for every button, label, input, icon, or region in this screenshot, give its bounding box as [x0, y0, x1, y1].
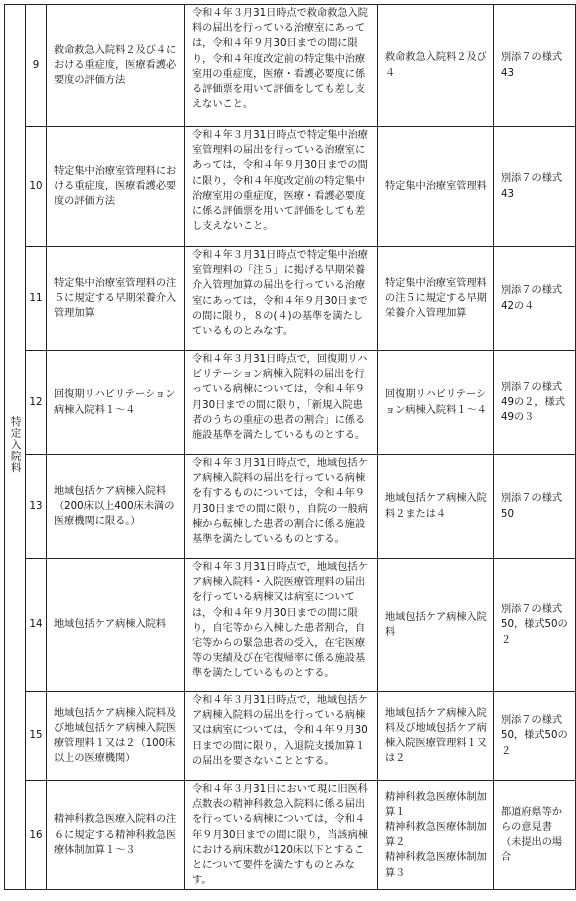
item-name: 地域包括ケア病棟入院料 [47, 559, 185, 692]
target-item: 精神科救急医療体制加算１ 精神科救急医療体制加算２ 精神科救急医療体制加算３ [378, 781, 494, 890]
form-reference: 別添７の様式50 [494, 455, 576, 559]
transition-condition: 令和４年３月31日において現に旧医科点数表の精神科救急入院料に係る届出を行っている病棟については，令和４年９月30日までの間に限り，当該病棟における病床数が120床以下とすることについて要件を満たすものとみなす。 [185, 781, 378, 890]
form-reference: 都道府県等からの意見書（未提出の場合 [494, 781, 576, 890]
form-reference: 別添７の様式43 [494, 5, 576, 127]
table-row [5, 455, 576, 559]
target-item: 回復期リハビリテーション病棟入院料１～４ [378, 351, 494, 455]
row-number: 12 [26, 351, 47, 455]
target-item: 地域包括ケア病棟入院料及び地域包括ケア病棟入院医療管理料１又は２ [378, 692, 494, 781]
form-reference: 別添７の様式50，様式50の２ [494, 692, 576, 781]
row-number: 9 [26, 5, 47, 127]
row-number: 14 [26, 559, 47, 692]
form-reference: 別添７の様式43 [494, 127, 576, 247]
transition-condition: 令和４年３月31日時点で特定集中治療室管理料の届出を行っている治療室にあっては，令和４年９月30日までの間に限り，令和４年度改定前の特定集中治療室用の重症度，医療・看護必要度に係る評価票を用いて評価をしても差し支えないこと。 [185, 127, 378, 247]
table-row [5, 559, 576, 692]
category-label: 特定入院料 [9, 415, 22, 474]
transition-condition: 令和４年３月31日時点で救命救急入院料の届出を行っている治療室にあっては，令和４年９月30日までの間に限り，令和４年度改定前の特定集中治療室用の重症度，医療・看護必要度に係る評価票を用いて評価をしても差し支えないこと。 [185, 5, 378, 127]
table-row [5, 127, 576, 247]
row-number: 13 [26, 455, 47, 559]
item-name: 精神科救急医療入院料の注６に規定する精神科救急医療体制加算１～３ [47, 781, 185, 890]
form-reference: 別添７の様式42の４ [494, 247, 576, 351]
target-item: 地域包括ケア病棟入院料２または４ [378, 455, 494, 559]
transition-condition: 令和４年３月31日時点で，地域包括ケア病棟入院料の届出を行っている病棟を有するものについては，令和４年９月30日までの間に限り，自院の一般病棟から転棟した患者の割合に係る施設基準を満たしているものとする。 [185, 455, 378, 559]
target-item: 特定集中治療室管理料の注５に規定する早期栄養介入管理加算 [378, 247, 494, 351]
target-item: 特定集中治療室管理料 [378, 127, 494, 247]
row-number: 15 [26, 692, 47, 781]
table-row [5, 692, 576, 781]
target-item: 地域包括ケア病棟入院料 [378, 559, 494, 692]
item-name: 回復期リハビリテーション病棟入院料１～４ [47, 351, 185, 455]
table-row [5, 781, 576, 890]
item-name: 救命救急入院料２及び４における重症度，医療看護必要度の評価方法 [47, 5, 185, 127]
transition-condition: 令和４年３月31日時点で特定集中治療室管理料の「注５」に掲げる早期栄養介入管理加算の届出を行っている治療室にあっては，令和４年９月30日までの間に限り，８の(４)の基準を満たしているものとみなす。 [185, 247, 378, 351]
table-row [5, 5, 576, 127]
table-row [5, 351, 576, 455]
row-number: 11 [26, 247, 47, 351]
item-name: 特定集中治療室管理料における重症度，医療看護必要度の評価方法 [47, 127, 185, 247]
category-cell [5, 5, 26, 890]
row-number: 10 [26, 127, 47, 247]
form-reference: 別添７の様式50，様式50の２ [494, 559, 576, 692]
target-item: 救命救急入院料２及び４ [378, 5, 494, 127]
item-name: 地域包括ケア病棟入院料及び地域包括ケア病棟入院医療管理料１又は２（100床以上の医療機関） [47, 692, 185, 781]
transition-condition: 令和４年３月31日時点で，地域包括ケア病棟入院料の届出を行っている病棟又は病室については，令和４年９月30日までの間に限り，入退院支援加算１の届出を要さないこととする。 [185, 692, 378, 781]
form-reference: 別添７の様式49の２，様式49の３ [494, 351, 576, 455]
transition-condition: 令和４年３月31日時点で，回復期リハビリテーション病棟入院料の届出を行っている病棟については，令和４年９月30日までの間に限り，「新規入院患者のうちの重症の患者の割合」に係る施設基準を満たしているものとする。 [185, 351, 378, 455]
table-row [5, 247, 576, 351]
transition-condition: 令和４年３月31日時点で，地域包括ケア病棟入院料・入院医療管理料の届出を行っている病棟又は病室については，令和４年９月30日までの間に限り，自宅等から入棟した患者割合，自宅等からの緊急患者の受入，在宅医療等の実績及び在宅復帰率に係る施設基準を満たしているものとする。 [185, 559, 378, 692]
transition-measures-table [4, 4, 576, 890]
row-number: 16 [26, 781, 47, 890]
item-name: 地域包括ケア病棟入院料（200床以上400床未満の医療機関に限る。） [47, 455, 185, 559]
item-name: 特定集中治療室管理料の注５に規定する早期栄養介入管理加算 [47, 247, 185, 351]
